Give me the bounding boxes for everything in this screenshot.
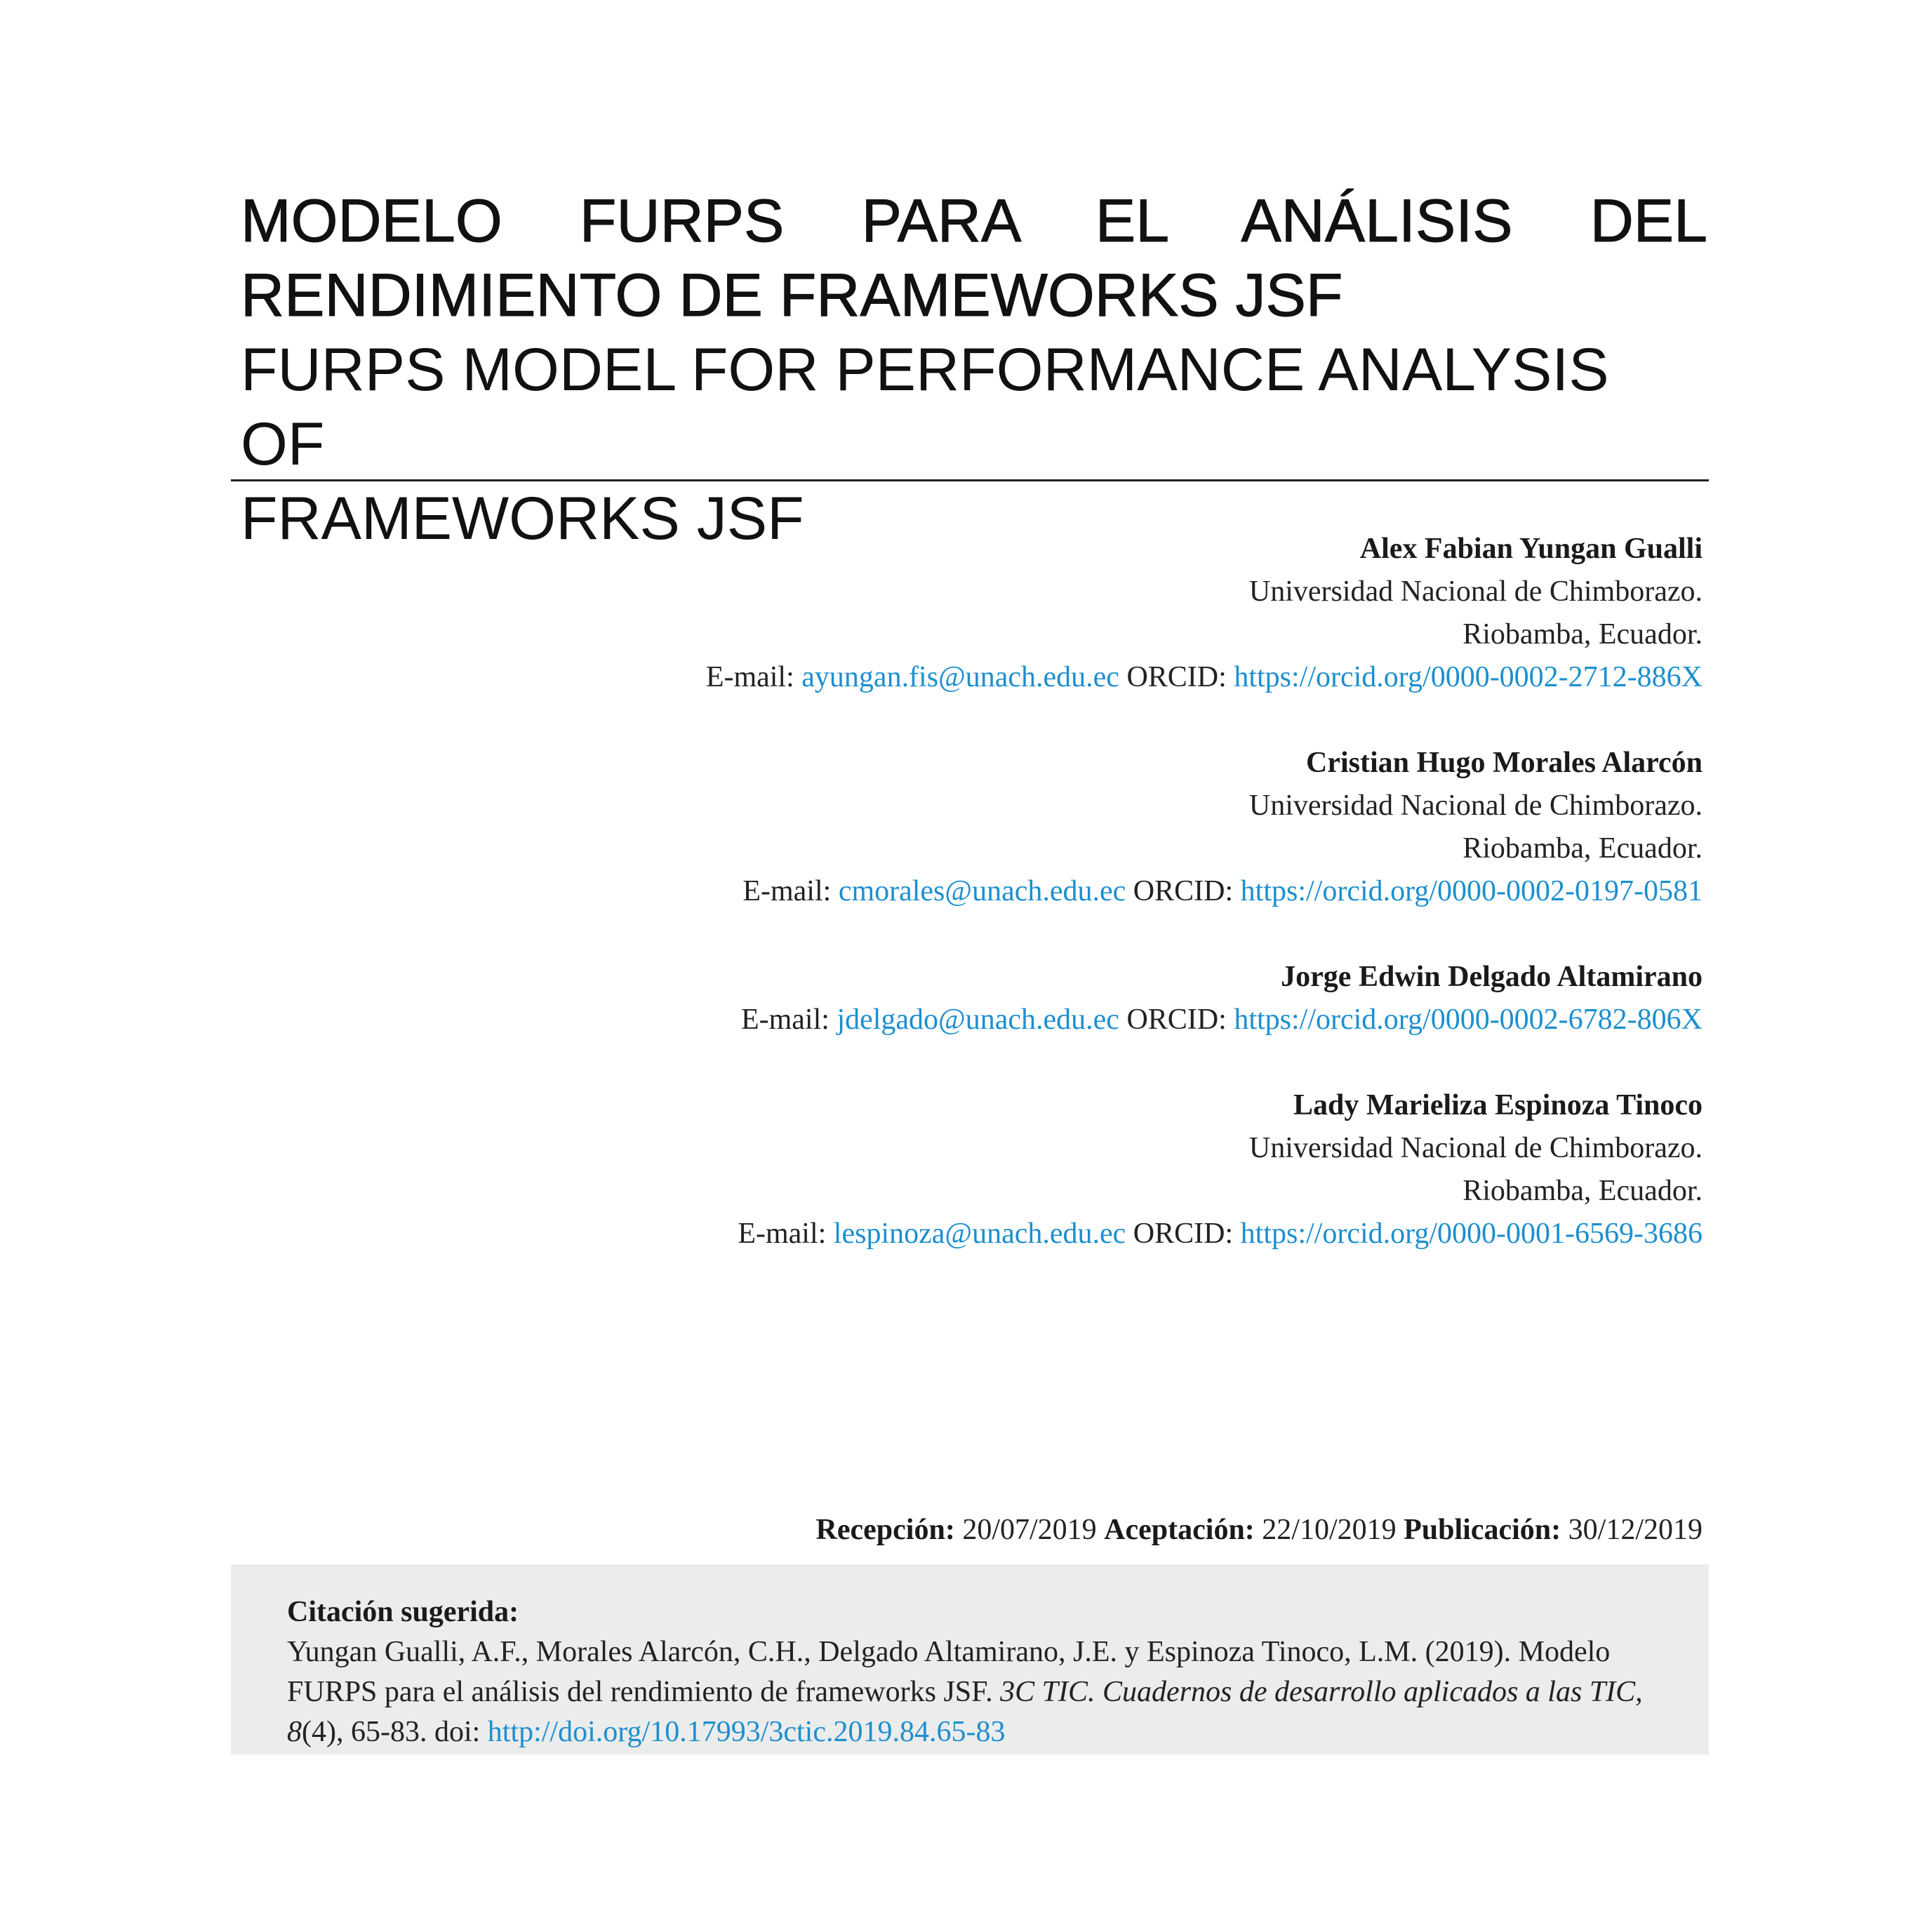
orcid-label: ORCID:	[1126, 661, 1227, 693]
orcid-label: ORCID:	[1133, 875, 1234, 907]
title-block	[241, 184, 1707, 556]
title-english-line-2: FRAMEWORKS JSF	[241, 485, 804, 552]
author-entry	[299, 956, 1703, 1041]
citation-box	[231, 1564, 1709, 1754]
orcid-link[interactable]: https://orcid.org/0000-0001-6569-3686	[1240, 1218, 1703, 1250]
title-spanish-line-2: RENDIMIENTO DE FRAMEWORKS JSF	[241, 262, 1343, 329]
author-name: Jorge Edwin Delgado Altamirano	[1281, 961, 1703, 993]
citation-journal: 3C TIC. Cuadernos de desarrollo aplicados a las TIC, 8	[287, 1676, 1643, 1748]
author-contact	[299, 656, 1703, 699]
author-contact	[299, 1213, 1703, 1255]
publication-dates	[299, 1509, 1703, 1552]
title-english-line-1: FURPS MODEL FOR PERFORMANCE ANALYSIS OF	[241, 336, 1609, 478]
author-location: Riobamba, Ecuador.	[1463, 1175, 1703, 1207]
orcid-link[interactable]: https://orcid.org/0000-0002-2712-886X	[1234, 661, 1703, 693]
citation-authors-title: Yungan Gualli, A.F., Morales Alarcón, C.H., Delgado Altamirano, J.E. y Espinoza Tinoco, L.M. (2019). Modelo FURPS para el análisis del rendimiento de frameworks JSF.	[287, 1636, 1611, 1708]
email-link[interactable]: cmorales@unach.edu.ec	[838, 875, 1126, 907]
title-divider	[231, 479, 1709, 481]
orcid-link[interactable]: https://orcid.org/0000-0002-0197-0581	[1240, 875, 1703, 907]
email-label: E-mail:	[705, 661, 794, 693]
acceptance-date: 22/10/2019	[1262, 1514, 1397, 1546]
citation-heading: Citación sugerida:	[287, 1596, 519, 1628]
authors-list	[299, 528, 1703, 1298]
email-link[interactable]: lespinoza@unach.edu.ec	[833, 1218, 1126, 1250]
author-name: Alex Fabian Yungan Gualli	[1359, 533, 1703, 565]
email-label: E-mail:	[742, 875, 832, 907]
author-affiliation: Universidad Nacional de Chimborazo.	[1248, 1132, 1703, 1164]
author-entry	[299, 742, 1703, 913]
author-contact	[299, 999, 1703, 1041]
orcid-link[interactable]: https://orcid.org/0000-0002-6782-806X	[1234, 1004, 1703, 1036]
email-link[interactable]: ayungan.fis@unach.edu.ec	[801, 661, 1119, 693]
author-name: Lady Marieliza Espinoza Tinoco	[1293, 1089, 1703, 1121]
title-spanish	[241, 184, 1707, 333]
orcid-label: ORCID:	[1133, 1218, 1234, 1250]
author-affiliation: Universidad Nacional de Chimborazo.	[1248, 575, 1703, 608]
citation-content	[287, 1592, 1663, 1752]
title-spanish-line-1: MODELO FURPS PARA EL ANÁLISIS DEL	[241, 187, 1707, 255]
author-contact	[299, 870, 1703, 913]
author-entry	[299, 1084, 1703, 1255]
publication-label: Publicación:	[1404, 1514, 1561, 1546]
doi-link[interactable]: http://doi.org/10.17993/3ctic.2019.84.65-83	[487, 1716, 1006, 1748]
author-entry	[299, 528, 1703, 699]
acceptance-label: Aceptación:	[1104, 1514, 1255, 1546]
citation-text	[287, 1632, 1663, 1752]
email-label: E-mail:	[740, 1004, 830, 1036]
email-link[interactable]: jdelgado@unach.edu.ec	[837, 1004, 1119, 1036]
author-name: Cristian Hugo Morales Alarcón	[1305, 747, 1703, 779]
orcid-label: ORCID:	[1126, 1004, 1227, 1036]
publication-date: 30/12/2019	[1568, 1514, 1703, 1546]
author-affiliation: Universidad Nacional de Chimborazo.	[1248, 790, 1703, 822]
title-english	[241, 333, 1707, 556]
author-location: Riobamba, Ecuador.	[1463, 832, 1703, 865]
reception-label: Recepción:	[815, 1514, 955, 1546]
citation-issue-pages: (4), 65-83. doi:	[302, 1716, 481, 1748]
author-location: Riobamba, Ecuador.	[1463, 618, 1703, 651]
email-label: E-mail:	[738, 1218, 827, 1250]
reception-date: 20/07/2019	[962, 1514, 1097, 1546]
